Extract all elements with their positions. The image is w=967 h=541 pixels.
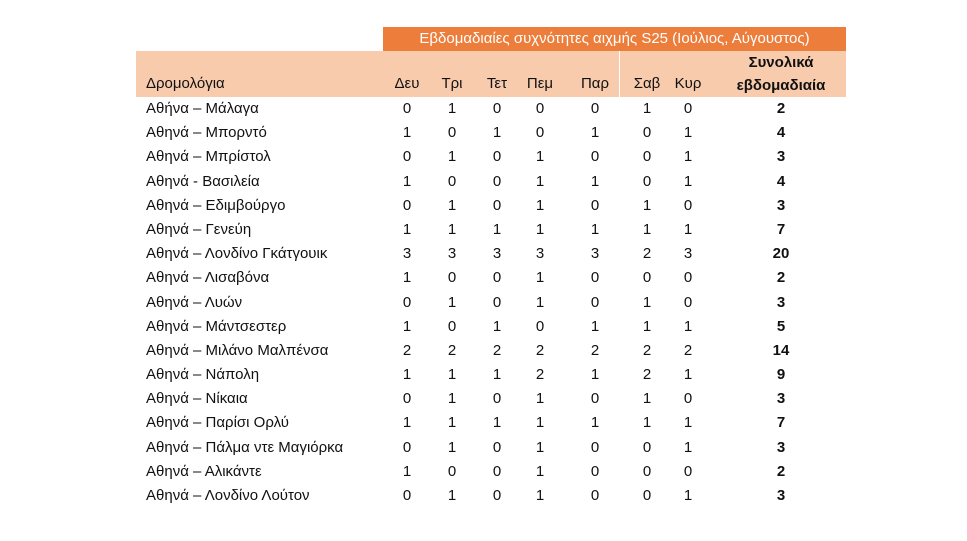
frequency-sun: 1 (683, 438, 693, 456)
frequency-sat: 0 (642, 438, 652, 456)
weekly-total: 2 (776, 100, 786, 117)
route-name: Αθηνά – Πάλμα ντε Μαγιόρκα (146, 438, 344, 456)
frequency-wed: 0 (492, 100, 502, 117)
weekly-total: 4 (776, 172, 786, 190)
frequency-sat: 2 (642, 245, 652, 263)
weekly-total: 4 (776, 124, 786, 142)
table-row (0, 363, 967, 387)
frequency-thu: 1 (535, 220, 545, 238)
frequency-thu: 1 (535, 390, 545, 408)
route-name: Αθηνά – Νάπολη (146, 366, 260, 384)
frequency-wed: 0 (492, 487, 502, 504)
frequency-sun: 1 (683, 487, 693, 504)
frequency-sat: 2 (642, 341, 652, 359)
frequency-sat: 1 (642, 390, 652, 408)
frequency-tue: 1 (447, 366, 457, 384)
frequency-sun: 0 (683, 462, 693, 480)
table-row (0, 436, 967, 460)
frequency-mon: 3 (402, 245, 412, 263)
frequency-thu: 1 (535, 269, 545, 287)
frequency-fri: 1 (590, 414, 600, 432)
frequency-fri: 1 (590, 124, 600, 142)
frequency-sat: 1 (642, 220, 652, 238)
table-body (0, 97, 967, 508)
frequency-sun: 3 (683, 245, 693, 263)
frequency-fri: 0 (590, 462, 600, 480)
frequency-tue: 0 (447, 172, 457, 190)
frequency-sun: 0 (683, 100, 693, 117)
frequency-sun: 1 (683, 172, 693, 190)
frequency-fri: 1 (590, 366, 600, 384)
table-row (0, 194, 967, 218)
frequency-thu: 0 (535, 317, 545, 335)
route-name: Αθηνά – Εδιμβούργο (146, 196, 286, 214)
day-header-sat: Σαβ (633, 75, 661, 92)
frequency-fri: 0 (590, 148, 600, 166)
frequency-tue: 0 (447, 269, 457, 287)
frequency-fri: 0 (590, 100, 600, 117)
frequency-thu: 0 (535, 100, 545, 117)
frequency-wed: 1 (492, 124, 502, 142)
frequency-tue: 1 (447, 100, 457, 117)
frequency-mon: 1 (402, 462, 412, 480)
weekly-total: 14 (772, 341, 790, 359)
route-name: Αθηνά – Νίκαια (146, 390, 248, 408)
day-header-thu: Πεμ (526, 75, 554, 92)
frequency-thu: 1 (535, 196, 545, 214)
route-name: Αθηνά – Λισαβόνα (146, 269, 270, 287)
frequency-wed: 1 (492, 317, 502, 335)
weekly-total-header-line2: εβδομαδιαία (736, 77, 826, 94)
frequency-fri: 0 (590, 390, 600, 408)
frequency-thu: 0 (535, 124, 545, 142)
day-header-sun: Κυρ (674, 75, 702, 92)
weekly-total: 2 (776, 462, 786, 480)
frequency-mon: 0 (402, 293, 412, 311)
frequency-wed: 3 (492, 245, 502, 263)
frequency-sun: 0 (683, 269, 693, 287)
frequency-sat: 0 (642, 172, 652, 190)
frequency-sun: 1 (683, 220, 693, 238)
frequency-wed: 0 (492, 293, 502, 311)
weekly-total: 3 (776, 148, 786, 166)
frequency-sat: 1 (642, 100, 652, 117)
frequency-tue: 1 (447, 293, 457, 311)
weekly-total: 3 (776, 390, 786, 408)
frequency-sun: 1 (683, 317, 693, 335)
frequency-mon: 1 (402, 220, 412, 238)
table-row (0, 97, 967, 121)
route-name: Αθηνά – Γενεύη (146, 220, 252, 238)
frequency-tue: 3 (447, 245, 457, 263)
frequency-wed: 0 (492, 462, 502, 480)
frequency-wed: 1 (492, 220, 502, 238)
route-name: Αθηνά – Αλικάντε (146, 462, 262, 480)
table-row (0, 170, 967, 194)
route-name: Αθηνά – Μιλάνο Μαλπένσα (146, 341, 329, 359)
frequency-mon: 0 (402, 148, 412, 166)
frequency-fri: 2 (590, 341, 600, 359)
frequency-wed: 0 (492, 148, 502, 166)
frequency-sat: 1 (642, 317, 652, 335)
table-row (0, 218, 967, 242)
frequency-tue: 1 (447, 196, 457, 214)
frequency-fri: 0 (590, 293, 600, 311)
table-banner-title: Εβδομαδιαίες συχνότητες αιχμής S25 (Ιούλιος, Αύγουστος) (383, 27, 846, 51)
frequency-sun: 0 (683, 196, 693, 214)
frequency-tue: 1 (447, 148, 457, 166)
frequency-sun: 0 (683, 390, 693, 408)
day-header-fri: Παρ (580, 75, 610, 92)
frequency-wed: 0 (492, 390, 502, 408)
table-row (0, 460, 967, 484)
weekly-total: 7 (776, 220, 786, 238)
day-header-tue: Τρι (441, 75, 463, 92)
frequency-tue: 1 (447, 438, 457, 456)
frequency-tue: 1 (447, 487, 457, 504)
route-name: Αθηνά – Μάντσεστερ (146, 317, 287, 335)
frequency-thu: 2 (535, 341, 545, 359)
frequency-mon: 1 (402, 269, 412, 287)
route-name: Αθηνά - Βασιλεία (146, 172, 260, 190)
frequency-sun: 1 (683, 414, 693, 432)
route-name: Αθήνα – Μάλαγα (146, 100, 259, 117)
frequency-fri: 0 (590, 487, 600, 504)
frequency-wed: 0 (492, 438, 502, 456)
frequency-sun: 2 (683, 341, 693, 359)
frequency-mon: 1 (402, 124, 412, 142)
frequency-sat: 0 (642, 148, 652, 166)
frequency-sun: 1 (683, 148, 693, 166)
frequency-tue: 2 (447, 341, 457, 359)
weekly-total: 20 (772, 245, 790, 263)
weekly-total: 3 (776, 293, 786, 311)
frequency-sat: 1 (642, 293, 652, 311)
frequency-tue: 0 (447, 462, 457, 480)
weekly-total: 3 (776, 196, 786, 214)
route-name: Αθηνά – Λονδίνο Λούτον (146, 487, 310, 504)
frequency-sat: 0 (642, 124, 652, 142)
table-row (0, 121, 967, 145)
frequency-thu: 1 (535, 148, 545, 166)
frequency-mon: 0 (402, 487, 412, 504)
frequency-wed: 1 (492, 366, 502, 384)
frequency-tue: 0 (447, 317, 457, 335)
frequency-tue: 0 (447, 124, 457, 142)
frequency-fri: 0 (590, 438, 600, 456)
frequency-fri: 1 (590, 172, 600, 190)
frequency-fri: 1 (590, 220, 600, 238)
frequency-mon: 1 (402, 172, 412, 190)
table-row (0, 339, 967, 363)
frequency-thu: 2 (535, 366, 545, 384)
weekly-total: 9 (776, 366, 786, 384)
route-name: Αθηνά – Λονδίνο Γκάτγουικ (146, 245, 328, 263)
weekly-total: 3 (776, 438, 786, 456)
day-header-mon: Δευ (394, 75, 420, 92)
weekly-total: 3 (776, 487, 786, 504)
frequency-thu: 3 (535, 245, 545, 263)
frequency-thu: 1 (535, 487, 545, 504)
weekly-total: 5 (776, 317, 786, 335)
frequency-thu: 1 (535, 172, 545, 190)
frequency-thu: 1 (535, 438, 545, 456)
frequency-mon: 0 (402, 438, 412, 456)
frequency-sun: 1 (683, 366, 693, 384)
table-row (0, 266, 967, 290)
table-row (0, 411, 967, 435)
frequency-thu: 1 (535, 293, 545, 311)
frequency-mon: 2 (402, 341, 412, 359)
frequency-sat: 0 (642, 269, 652, 287)
frequency-tue: 1 (447, 414, 457, 432)
route-name: Αθηνά – Μπορντό (146, 124, 267, 142)
frequency-wed: 0 (492, 172, 502, 190)
frequency-tue: 1 (447, 390, 457, 408)
frequency-sat: 0 (642, 487, 652, 504)
frequency-sun: 1 (683, 124, 693, 142)
frequency-mon: 0 (402, 390, 412, 408)
frequency-wed: 1 (492, 414, 502, 432)
frequency-thu: 1 (535, 462, 545, 480)
table-row (0, 291, 967, 315)
route-name: Αθηνά – Παρίσι Ορλύ (146, 414, 289, 432)
frequency-fri: 1 (590, 317, 600, 335)
weekly-total-header-line1: Συνολικά (748, 54, 814, 71)
frequency-fri: 0 (590, 196, 600, 214)
weekly-total: 7 (776, 414, 786, 432)
frequency-sun: 0 (683, 293, 693, 311)
frequency-tue: 1 (447, 220, 457, 238)
frequency-wed: 2 (492, 341, 502, 359)
frequency-fri: 0 (590, 269, 600, 287)
weekly-total: 2 (776, 269, 786, 287)
frequency-sat: 0 (642, 462, 652, 480)
frequency-sat: 1 (642, 414, 652, 432)
route-name: Αθηνά – Μπρίστολ (146, 148, 271, 166)
frequency-mon: 1 (402, 366, 412, 384)
frequency-wed: 0 (492, 196, 502, 214)
day-header-wed: Τετ (486, 75, 508, 92)
frequency-mon: 0 (402, 100, 412, 117)
table-row (0, 315, 967, 339)
frequency-thu: 1 (535, 414, 545, 432)
frequency-mon: 1 (402, 414, 412, 432)
table-row (0, 145, 967, 169)
frequency-mon: 0 (402, 196, 412, 214)
table-row (0, 387, 967, 411)
frequency-wed: 0 (492, 269, 502, 287)
route-name: Αθηνά – Λυών (146, 293, 243, 311)
table-row (0, 242, 967, 266)
table-row (0, 484, 967, 508)
weekly-total-header (716, 51, 846, 97)
frequency-sat: 1 (642, 196, 652, 214)
frequency-mon: 1 (402, 317, 412, 335)
frequency-sat: 2 (642, 366, 652, 384)
frequency-fri: 3 (590, 245, 600, 263)
routes-column-header: Δρομολόγια (146, 75, 225, 92)
